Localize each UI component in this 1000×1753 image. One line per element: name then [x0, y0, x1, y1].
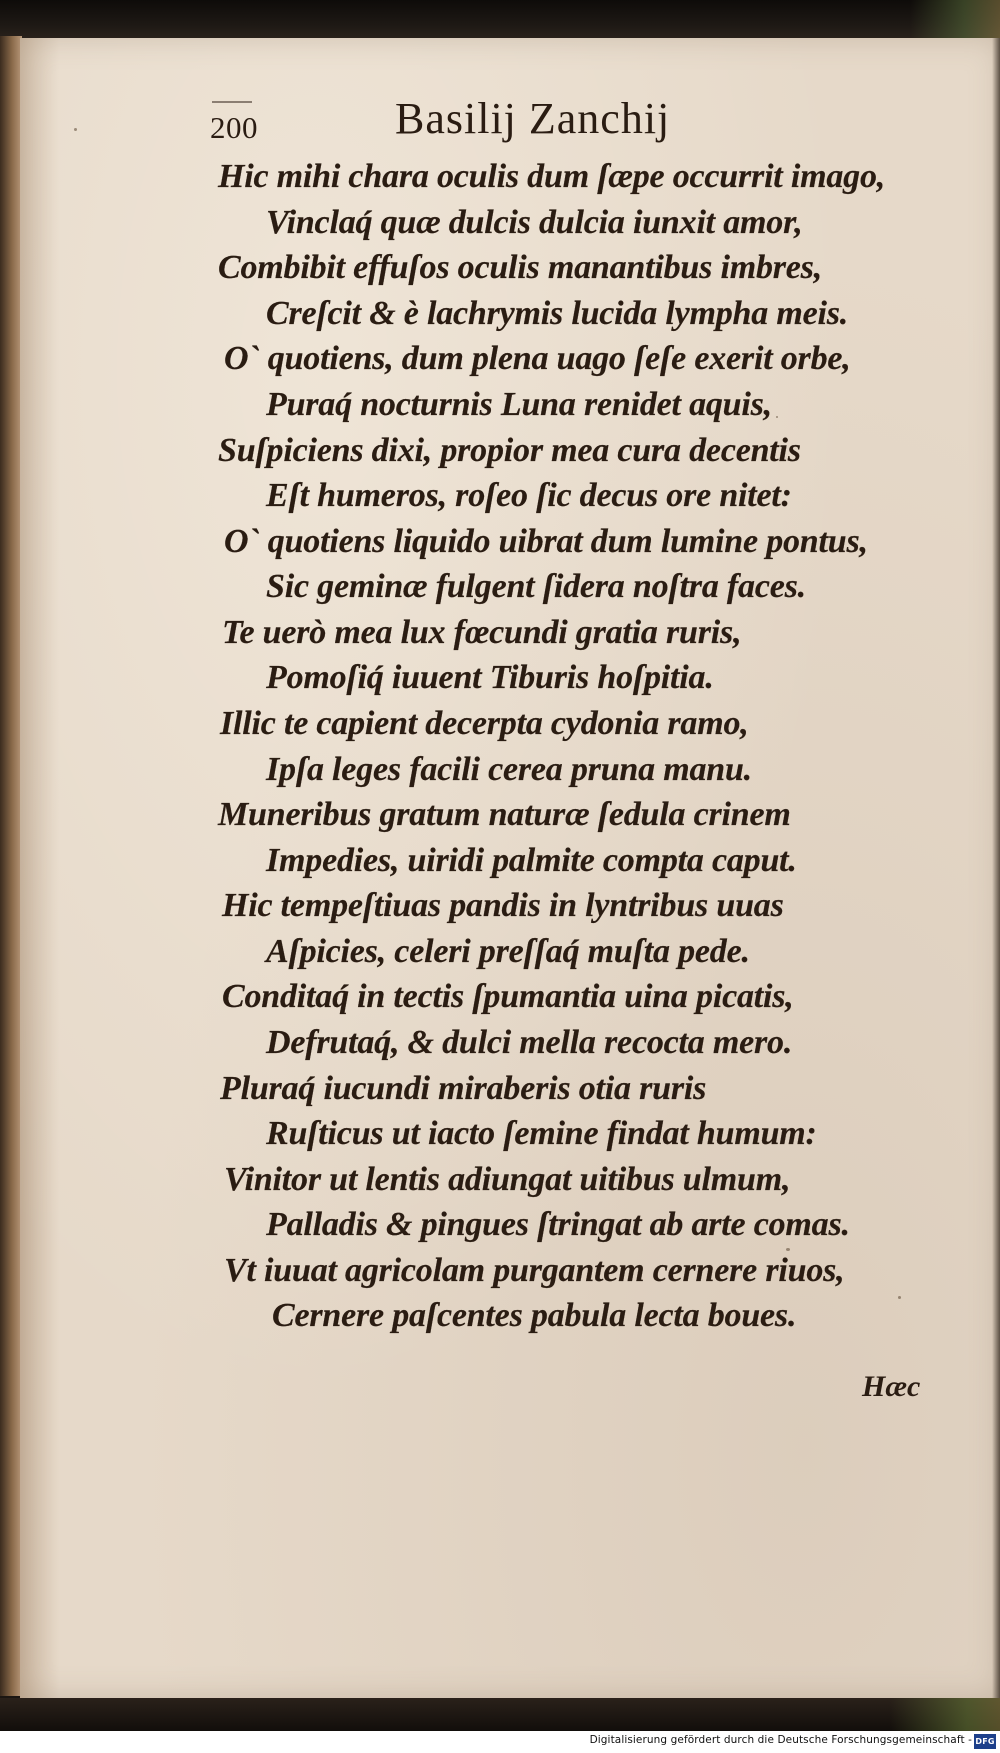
- running-head: Basilij Zanchij: [395, 94, 671, 143]
- verse-line: Puraq́ nocturnis Luna renidet aquis,: [266, 386, 772, 423]
- paper-speck: [74, 128, 77, 131]
- scan-bottom-border: [0, 1698, 1000, 1731]
- color-calibration-edge: [910, 0, 1000, 40]
- verse-line: Combibit effuſos oculis manantibus imbres,: [218, 249, 823, 286]
- verse-line: Ipſa leges facili cerea pruna manu.: [266, 751, 752, 788]
- verse-line: Suſpiciens dixi, propior mea cura decentis: [218, 432, 801, 469]
- verse-line: Hic mihi chara oculis dum ſæpe occurrit imago,: [218, 158, 886, 195]
- verse-line: Creſcit & è lachrymis lucida lympha meis.: [266, 295, 849, 332]
- verse-line: Vt iuuat agricolam purgantem cernere riuos,: [224, 1252, 845, 1289]
- page-edge-shadow: [992, 38, 1000, 1698]
- color-calibration-edge: [890, 1698, 1000, 1731]
- verse-line: Vinitor ut lentis adiungat uitibus ulmum,: [224, 1161, 791, 1198]
- verse-line: Eſt humeros, roſeo ſic decus ore nitet:: [266, 477, 792, 514]
- verse-line: Muneribus gratum naturæ ſedula crinem: [218, 796, 791, 833]
- verse-line: Palladis & pingues ſtringat ab arte comas.: [266, 1206, 850, 1243]
- verse-line: Te uerò mea lux fœcundi gratia ruris,: [222, 614, 742, 651]
- verse-line: Pomoſiq́ iuuent Tiburis hoſpitia.: [266, 659, 714, 696]
- verse-line: Sic geminæ fulgent ſidera noſtra faces.: [266, 568, 806, 605]
- verse-line: O` quotiens, dum plena uago ſeſe exerit orbe,: [224, 340, 851, 377]
- verse-line: Vinclaq́ quæ dulcis dulcia iunxit amor,: [266, 204, 803, 241]
- verse-line: Hic tempeſtiuas pandis in lyntribus uuas: [222, 887, 784, 924]
- verse-line: Cernere paſcentes pabula lecta boues.: [272, 1297, 797, 1334]
- verse-line: Impedies, uiridi palmite compta caput.: [266, 842, 797, 879]
- verse-line: Pluraq́ iucundi miraberis otia ruris: [220, 1070, 707, 1107]
- paper-speck: [776, 416, 778, 418]
- funding-credit: Digitalisierung gefördert durch die Deutsche Forschungsgemeinschaft -: [589, 1734, 972, 1746]
- verse-line: Illic te capient decerpta cydonia ramo,: [220, 705, 749, 742]
- scan-top-border: [0, 0, 1000, 40]
- dfg-logo-icon: DFG: [974, 1734, 996, 1749]
- verse-line: Aſpicies, celeri preſſaq́ muſta pede.: [266, 933, 750, 970]
- paper-speck: [898, 1296, 901, 1299]
- catchword: Hæc: [862, 1370, 921, 1403]
- verse-line: Ruſticus ut iacto ſemine findat humum:: [266, 1115, 817, 1152]
- page-number: 200: [210, 110, 258, 145]
- verse-line: O` quotiens liquido uibrat dum lumine pontus,: [224, 523, 868, 560]
- verse-line: Defrutaq́, & dulci mella recocta mero.: [266, 1024, 793, 1061]
- verse-line: Conditaq́ in tectis ſpumantia uina picatis,: [222, 978, 794, 1015]
- book-spine-edge: [0, 36, 22, 1696]
